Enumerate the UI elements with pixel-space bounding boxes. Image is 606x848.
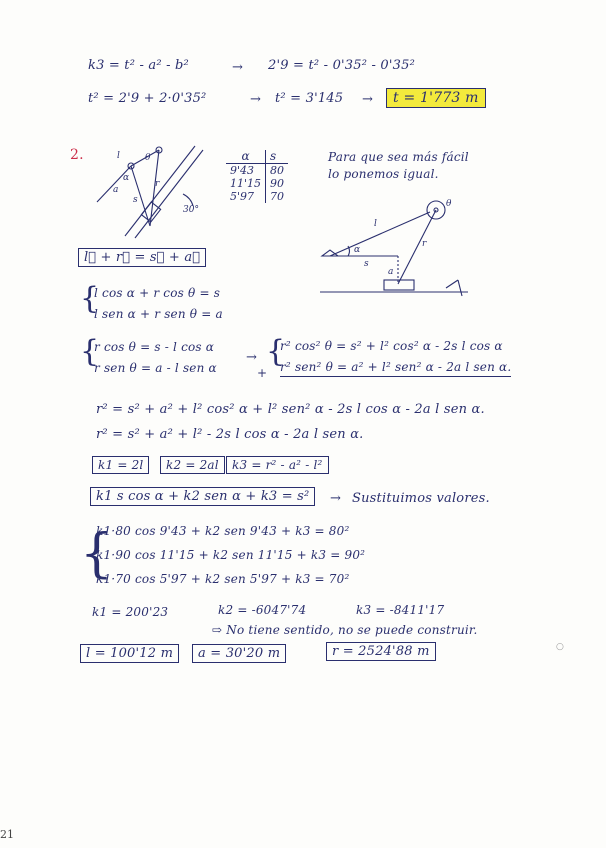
final-r: r = 2524'88 m (326, 642, 436, 661)
table-cell: 70 (266, 190, 289, 203)
system1-eq2: l sen α + r sen θ = a (94, 307, 223, 321)
table-header-s: s (266, 150, 289, 164)
top-line1-right: 2'9 = t² - 0'35² - 0'35² (268, 58, 416, 73)
system2-left1: r cos θ = s - l cos α (94, 340, 215, 354)
problem-number: 2. (70, 147, 84, 163)
final-l: l = 100'12 m (80, 644, 179, 663)
diagram-label-alpha: α (354, 245, 361, 255)
brace-icon: { (266, 334, 286, 369)
brace-icon: { (80, 524, 114, 584)
diagram-label-a: a (388, 267, 394, 277)
system1-eq1: l cos α + r cos θ = s (94, 286, 221, 300)
brace-icon: { (80, 334, 100, 369)
sketch-label-alpha: α (123, 173, 130, 183)
result-k3: k3 = -8411'17 (356, 603, 445, 617)
arrow-icon: → (232, 60, 243, 75)
top-line2-mid: t² = 3'145 (275, 91, 344, 106)
table-row (226, 164, 288, 178)
derivation-line2: r² = s² + a² + l² - 2s l cos α - 2a l sen α. (96, 427, 364, 442)
system3-eq2: k1·90 cos 11'15 + k2 sen 11'15 + k3 = 90² (96, 548, 366, 562)
result-k1: k1 = 200'23 (92, 605, 169, 619)
brace-icon: { (80, 281, 100, 316)
k2-definition: k2 = 2al (160, 456, 225, 474)
table-cell: 90 (266, 177, 289, 190)
table-cell: 5'97 (230, 190, 255, 203)
system2-right2: r² sen² θ = a² + l² sen² α - 2a l sen α. (280, 360, 511, 377)
table-header-alpha: α (226, 150, 266, 164)
sketch-label-a: a (113, 185, 119, 195)
system2-right1: r² cos² θ = s² + l² cos² α - 2s l cos α (280, 339, 503, 353)
substitute-note: Sustituimos valores. (352, 491, 490, 506)
sketch-label-l: l (117, 151, 120, 161)
arrow-icon: → (250, 92, 261, 107)
diagram-label-l: l (374, 219, 377, 229)
inclined-sketch (95, 140, 215, 240)
no-sense-text: No tiene sentido, no se puede construir. (226, 623, 478, 637)
top-line1-left: k3 = t² - a² - b² (88, 58, 189, 73)
arrow-icon: → (362, 92, 373, 107)
sketch-label-s: s (133, 195, 138, 205)
arrow-icon: → (246, 350, 257, 365)
k3-definition: k3 = r² - a² - l² (226, 456, 329, 474)
page-margin-number: 21 (0, 828, 14, 841)
diagram-label-r: r (422, 239, 427, 249)
top-line2-left: t² = 2'9 + 2·0'35² (88, 91, 207, 106)
table-cell: 9'43 (230, 164, 255, 177)
diagram-label-s: s (364, 259, 369, 269)
alpha-s-table (226, 150, 288, 203)
table-row (226, 190, 288, 203)
result-k2: k2 = -6047'74 (218, 603, 307, 617)
sketch-label-angle: 30° (183, 205, 199, 215)
system3-eq3: k1·70 cos 5'97 + k2 sen 5'97 + k3 = 70² (96, 572, 350, 586)
diagram-label-theta: θ (446, 199, 452, 209)
plus-sign: + (257, 366, 268, 380)
top-result-highlight: t = 1'773 m (386, 88, 486, 108)
sketch-label-r: r (155, 179, 160, 189)
table-row (226, 177, 288, 190)
vector-equation: l⃗ + r⃗ = s⃗ + a⃗ (78, 248, 206, 267)
mechanism-diagram (318, 196, 488, 306)
table-cell: 80 (266, 164, 289, 178)
system3-eq1: k1·80 cos 9'43 + k2 sen 9'43 + k3 = 80² (96, 524, 350, 538)
arrow-icon: → (330, 491, 341, 506)
system2-left2: r sen θ = a - l sen α (94, 361, 217, 375)
note-line1: Para que sea más fácil (328, 150, 469, 164)
note-line2: lo ponemos igual. (328, 167, 439, 181)
k1-definition: k1 = 2l (92, 456, 149, 474)
main-equation: k1 s cos α + k2 sen α + k3 = s² (90, 487, 315, 506)
no-sense-note (212, 623, 478, 637)
sketch-label-theta: θ (145, 153, 151, 163)
arrow-icon: ⇨ (212, 623, 227, 637)
stray-mark: ○ (556, 642, 564, 652)
final-a: a = 30'20 m (192, 644, 286, 663)
derivation-line1: r² = s² + a² + l² cos² α + l² sen² α - 2s l cos α - 2a l sen α. (96, 402, 485, 417)
table-cell: 11'15 (230, 177, 262, 190)
